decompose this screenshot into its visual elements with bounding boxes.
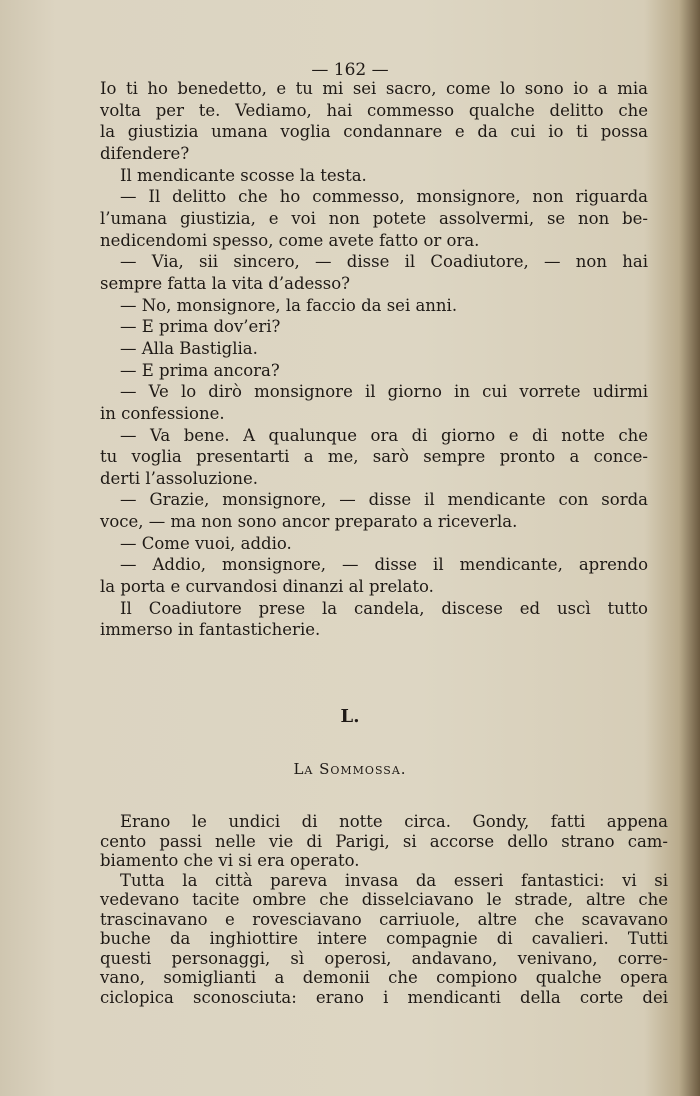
text-line: tu voglia presentarti a me, sarò sempre pronto a conce- [100, 447, 648, 467]
text-line: — Via, sii sincero, — disse il Coadiutore, — non hai [120, 252, 648, 272]
text-line: ciclopica sconosciuta: erano i mendicanti della corte dei [100, 987, 668, 1007]
chapter-number: L. [340, 706, 360, 727]
text-line: — Il delitto che ho commesso, monsignore, non riguarda [120, 187, 648, 207]
text-line: trascinavano e rovesciavano carriuole, altre che scavavano [100, 909, 668, 929]
text-line: — Come vuoi, addio. [120, 533, 292, 553]
text-line: buche da inghiottire intere compagnie di cavalieri. Tutti [100, 929, 668, 948]
text-line: l’umana giustizia, e voi non potete assolvermi, se non be- [100, 208, 648, 228]
text-line: Il mendicante scosse la testa. [120, 165, 367, 185]
text-line: — Va bene. A qualunque ora di giorno e di notte che [120, 425, 648, 445]
text-line: la porta e curvandosi dinanzi al prelato. [100, 577, 434, 597]
text-line: Erano le undici di notte circa. Gondy, fatti appena [120, 812, 668, 831]
text-line: volta per te. Vediamo, hai commesso qualche delitto che [100, 100, 648, 120]
text-line: vano, somiglianti a demonii che compiono qualche opera [100, 968, 668, 987]
text-line: vedevano tacite ombre che disselciavano le strade, altre che [100, 890, 668, 909]
text-line: difendere? [100, 143, 190, 163]
text-line: — E prima dov’eri? [120, 317, 281, 337]
text-line: biamento che vi si era operato. [100, 851, 360, 870]
chapter-title: La Sommossa. [293, 760, 407, 778]
text-line: sempre fatta la vita d’adesso? [100, 273, 350, 293]
text-line: cento passi nelle vie di Parigi, si accorse dello strano cam- [100, 831, 668, 851]
text-line: Il Coadiutore prese la candela, discese ed uscì tutto [120, 598, 648, 618]
text-line: Io ti ho benedetto, e tu mi sei sacro, come lo sono io a mia [100, 79, 648, 98]
text-block-previous-chapter [100, 78, 648, 641]
text-line: voce, — ma non sono ancor preparato a riceverla. [100, 512, 518, 532]
text-line: — Grazie, monsignore, — disse il mendicante con sorda [120, 490, 648, 510]
text-line: — Ve lo dirò monsignore il giorno in cui vorrete udirmi [120, 382, 648, 402]
text-line: — E prima ancora? [120, 360, 280, 380]
text-line: la giustizia umana voglia condannare e da cui io ti possa [100, 122, 648, 142]
page-number: — 162 — [311, 60, 389, 80]
text-line: — Addio, monsignore, — disse il mendicante, aprendo [120, 555, 648, 575]
text-line: in confessione. [100, 403, 225, 423]
text-line: nedicendomi spesso, come avete fatto or ora. [100, 230, 480, 250]
text-block-chapter-l [100, 812, 668, 1007]
text-line: questi personaggi, sì operosi, andavano, venivano, corre- [100, 948, 668, 968]
text-line: — Alla Bastiglia. [120, 338, 258, 358]
text-line: Tutta la città pareva invasa da esseri fantastici: vi si [120, 870, 668, 890]
text-line: — No, monsignore, la faccio da sei anni. [120, 295, 458, 315]
text-line: immerso in fantasticherie. [100, 620, 321, 640]
text-line: derti l’assoluzione. [100, 468, 259, 488]
